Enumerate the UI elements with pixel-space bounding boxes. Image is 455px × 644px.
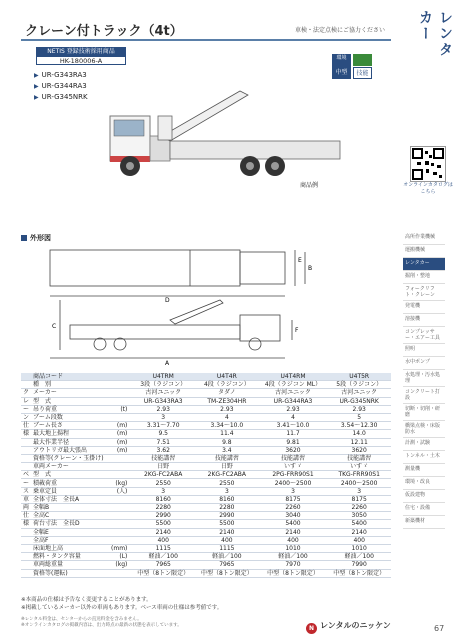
spec-cell: (m)	[109, 430, 131, 438]
header-note: 車検・法定点検にご協力ください	[294, 27, 385, 34]
spec-cell: 全幅B	[31, 504, 109, 512]
sidebar-item-active[interactable]: レンタカー	[403, 258, 445, 271]
spec-cell: ー	[23, 479, 30, 487]
spec-cell: U4T4RM	[259, 373, 328, 381]
spec-cell: 9.5	[131, 430, 195, 438]
spec-cell: 2260	[327, 504, 391, 512]
spec-cell: 7990	[327, 561, 391, 569]
spec-row	[21, 389, 391, 397]
spec-cell	[109, 454, 131, 462]
spec-cell: 様	[23, 430, 30, 438]
spec-cell: 中型（8トン限定）	[259, 569, 328, 577]
spec-cell	[21, 454, 31, 462]
spec-cell: 9.8	[195, 438, 259, 446]
spec-cell	[21, 553, 31, 561]
spec-row	[21, 553, 391, 561]
spec-cell: 1010	[259, 544, 328, 552]
sidebar-item[interactable]: 掘削・整地	[403, 271, 445, 284]
spec-cell: 車両総重量	[31, 561, 109, 569]
spec-cell: UR-G344RA3	[259, 397, 328, 405]
spec-cell	[109, 569, 131, 577]
spec-cell: 5段（ラジコン）	[327, 381, 391, 389]
footer-notes	[21, 617, 182, 629]
spec-cell: 資格等(運転)	[31, 569, 109, 577]
spec-cell: 9.81	[259, 438, 328, 446]
spec-cell: 技能講習	[131, 454, 195, 462]
spec-cell: (m)	[109, 422, 131, 430]
spec-cell: U4TRM	[131, 373, 195, 381]
spec-cell: 1115	[195, 544, 259, 552]
spec-row	[21, 471, 391, 479]
spec-cell: 2140	[327, 528, 391, 536]
spec-cell: 5500	[131, 520, 195, 528]
spec-cell: 軽油／100	[195, 553, 259, 561]
spec-cell: 最大地上揚程	[31, 430, 109, 438]
spec-cell: 様	[23, 520, 30, 528]
spec-cell: 中型（8トン限定）	[195, 569, 259, 577]
spec-cell: 軽油／100	[131, 553, 195, 561]
spec-cell: 2.93	[131, 405, 195, 413]
spec-cell: 両	[23, 504, 30, 512]
sidebar-item[interactable]: 発電機	[403, 301, 445, 314]
spec-cell: 2140	[259, 528, 328, 536]
spec-cell: (kg)	[109, 479, 131, 487]
spec-row	[21, 528, 391, 536]
badge-environment: 環境	[332, 54, 351, 76]
spec-cell	[21, 373, 31, 381]
spec-cell: タダノ	[195, 389, 259, 397]
spec-cell: 2PG-FRR90S1	[259, 471, 328, 479]
spec-cell: 2550	[131, 479, 195, 487]
spec-cell: いすゞ	[327, 463, 391, 471]
spec-cell: 乗車定員	[31, 487, 109, 495]
spec-cell: 7.51	[131, 438, 195, 446]
spec-cell	[109, 471, 131, 479]
spec-cell: UR-G343RA3	[131, 397, 195, 405]
sidebar-item[interactable]: 切断・切削・研磨	[403, 404, 445, 421]
spec-cell: ー	[23, 405, 30, 413]
spec-cell: 車両メーカー	[31, 463, 109, 471]
sidebar-item[interactable]: 住宅・設備	[403, 503, 445, 516]
spec-cell: 全体寸法 全長A	[31, 495, 109, 503]
spec-cell: 1115	[131, 544, 195, 552]
spec-cell	[109, 397, 131, 405]
spec-row	[21, 397, 391, 405]
spec-cell: 3.34〜10.0	[195, 422, 259, 430]
spec-cell: メーカー	[31, 389, 109, 397]
spec-cell: 8160	[195, 495, 259, 503]
sidebar-item[interactable]: 溶接機	[403, 314, 445, 327]
spec-cell: ブーム段数	[31, 413, 109, 421]
sidebar-item[interactable]: 計測・試験	[403, 438, 445, 451]
spec-cell: 日野	[131, 463, 195, 471]
spec-cell	[21, 536, 31, 544]
spec-row	[21, 479, 391, 487]
spec-cell: 400	[131, 536, 195, 544]
sidebar-item[interactable]: 照明	[403, 344, 445, 357]
spec-cell	[109, 520, 131, 528]
spec-cell: いすゞ	[259, 463, 328, 471]
sidebar-item[interactable]: 測量機	[403, 464, 445, 477]
qr-note: オンラインカタログはこちら	[403, 182, 453, 195]
drawing-label: E	[298, 257, 302, 264]
footer-line: ※レンタル料金は、センターからの直送料金を含みません。	[21, 617, 142, 622]
spec-cell: 5	[327, 413, 391, 421]
spec-cell: 400	[327, 536, 391, 544]
note-line: ※本商品の仕様は予告なく変更することがあります。	[21, 597, 152, 603]
sidebar-item[interactable]: トンネル・土木	[403, 451, 445, 464]
spec-cell	[109, 512, 131, 520]
spec-cell: 12.11	[327, 438, 391, 446]
spec-cell: 技能講習	[259, 454, 328, 462]
page-header	[21, 19, 391, 41]
drawing-label: A	[165, 360, 170, 367]
spec-cell: 8160	[131, 495, 195, 503]
sidebar-item[interactable]: 運搬機械	[403, 245, 445, 258]
sidebar-item[interactable]: 水中ポンプ	[403, 357, 445, 370]
spec-cell: 全幅E	[31, 528, 109, 536]
spec-cell: 3.4	[195, 446, 259, 454]
spec-cell: 4	[259, 413, 328, 421]
triangle-icon: ▶	[34, 83, 39, 90]
spec-cell: (kg)	[109, 561, 131, 569]
spec-cell	[109, 536, 131, 544]
badge-skill: 技能	[353, 67, 372, 79]
model-item: ▶ UR-G344RA3	[34, 82, 87, 90]
spec-row	[21, 512, 391, 520]
spec-row	[21, 569, 391, 577]
spec-cell	[109, 373, 131, 381]
drawing-label: C	[52, 323, 57, 330]
spec-cell: 日野	[195, 463, 259, 471]
spec-row	[21, 520, 391, 528]
spec-cell: (人)	[109, 487, 131, 495]
spec-row	[21, 454, 391, 462]
square-icon	[21, 235, 27, 241]
spec-cell: 古河ユニック	[327, 389, 391, 397]
outline-drawing	[30, 240, 370, 368]
spec-cell: 技能講習	[327, 454, 391, 462]
spec-cell: 2400〜2500	[327, 479, 391, 487]
sidebar-item[interactable]: 環境・改良	[403, 477, 445, 490]
spec-row	[21, 405, 391, 413]
spec-cell: 3	[131, 487, 195, 495]
model-list	[34, 70, 88, 103]
sidebar-item[interactable]: 仮設建物	[403, 490, 445, 503]
spec-row	[21, 561, 391, 569]
spec-cell: 2140	[131, 528, 195, 536]
spec-cell: 古河ユニック	[259, 389, 328, 397]
spec-cell: 7965	[131, 561, 195, 569]
sidebar-item[interactable]: 水処理・汚水処理	[403, 370, 445, 387]
qr-code[interactable]	[410, 146, 446, 182]
spec-cell: 3.62	[131, 446, 195, 454]
notes	[21, 596, 222, 612]
sidebar-item[interactable]: コンクリート打設	[403, 387, 445, 404]
spec-cell: 3	[195, 487, 259, 495]
spec-cell: 8175	[327, 495, 391, 503]
spec-cell: 5400	[327, 520, 391, 528]
spec-cell: 3040	[259, 512, 328, 520]
spec-cell: 荷台寸法 全長D	[31, 520, 109, 528]
spec-cell: 型 式	[31, 471, 109, 479]
spec-cell: 4段（ラジコン ML）	[259, 381, 328, 389]
spec-cell: 11.7	[259, 430, 328, 438]
spec-cell: 車	[23, 495, 30, 503]
spec-cell: ク	[23, 389, 30, 397]
spec-cell: 2140	[195, 528, 259, 536]
spec-row	[21, 413, 391, 421]
spec-cell: 3	[131, 413, 195, 421]
spec-cell: 3	[259, 487, 328, 495]
spec-cell	[21, 544, 31, 552]
spec-cell: 2.93	[259, 405, 328, 413]
sidebar-item[interactable]: 橋梁点検・床版防水	[403, 421, 445, 438]
spec-cell: 2400〜2500	[259, 479, 328, 487]
category-sidebar	[403, 232, 445, 529]
spec-row	[21, 430, 391, 438]
spec-cell: ベ	[23, 471, 30, 479]
spec-cell: 3段（ラジコン）	[131, 381, 195, 389]
spec-cell: 仕	[23, 512, 30, 520]
spec-cell: (m)	[109, 446, 131, 454]
spec-cell	[109, 504, 131, 512]
spec-cell: (t)	[109, 405, 131, 413]
spec-cell: アウトリガ最大張出	[31, 446, 109, 454]
spec-row	[21, 495, 391, 503]
spec-cell: 中型（8トン限定）	[327, 569, 391, 577]
company-logo: N レンタルのニッケン	[306, 620, 391, 634]
page-title: クレーン付トラック（4t）	[25, 24, 183, 39]
section-tab	[403, 10, 453, 58]
spec-cell: 2990	[195, 512, 259, 520]
spec-cell: 3620	[259, 446, 328, 454]
model-item: ▶ UR-G345NRK	[34, 93, 88, 101]
triangle-icon: ▶	[34, 72, 39, 79]
spec-cell: TM-ZE304HR	[195, 397, 259, 405]
page-number: 67	[434, 624, 445, 633]
spec-cell: 床面地上高	[31, 544, 109, 552]
spec-cell: 3.54〜12.30	[327, 422, 391, 430]
spec-cell: 2.93	[195, 405, 259, 413]
spec-cell: UR-G345NRK	[327, 397, 391, 405]
netis-label: NETIS 登録技術採用商品	[36, 47, 126, 56]
spec-cell: 全高F	[31, 536, 109, 544]
drawing-label: F	[295, 327, 299, 334]
spec-cell: 400	[259, 536, 328, 544]
spec-row	[21, 381, 391, 389]
sidebar-item[interactable]: フォークリフト・クレーン	[403, 284, 445, 301]
spec-row	[21, 438, 391, 446]
spec-cell: 3620	[327, 446, 391, 454]
spec-row	[21, 446, 391, 454]
spec-row	[21, 463, 391, 471]
spec-cell: (mm)	[109, 544, 131, 552]
spec-cell: 4	[195, 413, 259, 421]
spec-cell: 7970	[259, 561, 328, 569]
logo-mark-icon: N	[306, 623, 317, 634]
spec-cell: 仕	[23, 422, 30, 430]
spec-cell: 積載荷重	[31, 479, 109, 487]
spec-cell: 2.93	[327, 405, 391, 413]
spec-cell: 燃料・タンク容量	[31, 553, 109, 561]
spec-cell: 種 別	[31, 381, 109, 389]
spec-cell: 5500	[195, 520, 259, 528]
spec-cell: 14.0	[327, 430, 391, 438]
spec-row	[21, 504, 391, 512]
spec-cell: 型 式	[31, 397, 109, 405]
spec-cell: 2KG-FC2ABA	[131, 471, 195, 479]
spec-table	[21, 373, 391, 578]
sidebar-item[interactable]: コンプレッサー・エアー工具	[403, 327, 445, 344]
drawing-title: 外形図	[21, 233, 51, 243]
spec-cell: レ	[23, 397, 30, 405]
spec-cell: 2550	[195, 479, 259, 487]
spec-cell: 中型（8トン限定）	[131, 569, 195, 577]
spec-cell: 技能講習	[195, 454, 259, 462]
image-caption: 商品例	[300, 182, 319, 189]
triangle-icon: ▶	[34, 94, 39, 101]
footer-line: ※オンラインカタログの掲載内容は、出力時点の最新の状態を表示しています。	[21, 623, 182, 628]
spec-cell: 2280	[195, 504, 259, 512]
spec-cell: U4T5R	[327, 373, 391, 381]
spec-cell: 吊り荷重	[31, 405, 109, 413]
spec-cell	[109, 381, 131, 389]
spec-cell: 2280	[131, 504, 195, 512]
spec-cell: 3050	[327, 512, 391, 520]
spec-cell	[21, 561, 31, 569]
spec-cell: 古河ユニック	[131, 389, 195, 397]
spec-row	[21, 536, 391, 544]
spec-cell: (L)	[109, 553, 131, 561]
spec-cell	[109, 528, 131, 536]
spec-cell: ブーム長さ	[31, 422, 109, 430]
spec-cell: 最大作業半径	[31, 438, 109, 446]
model-item: ▶ UR-G343RA3	[34, 71, 87, 79]
spec-cell	[21, 569, 31, 577]
spec-cell: 全高C	[31, 512, 109, 520]
spec-row	[21, 487, 391, 495]
truck-image	[100, 86, 350, 186]
badge-green	[353, 54, 372, 66]
spec-cell: 11.4	[195, 430, 259, 438]
spec-cell: 4段（ラジコン）	[195, 381, 259, 389]
spec-cell: 3.41〜10.0	[259, 422, 328, 430]
spec-cell	[21, 438, 31, 446]
spec-cell	[21, 381, 31, 389]
spec-cell	[109, 495, 131, 503]
spec-cell: 7965	[195, 561, 259, 569]
spec-cell: 軽油／100	[327, 553, 391, 561]
spec-cell: 1010	[327, 544, 391, 552]
spec-cell: U4T4R	[195, 373, 259, 381]
spec-cell: 3.31〜7.70	[131, 422, 195, 430]
spec-cell: 商品コード	[31, 373, 109, 381]
spec-cell: 5400	[259, 520, 328, 528]
spec-row	[21, 373, 391, 381]
spec-cell: (m)	[109, 438, 131, 446]
spec-row	[21, 544, 391, 552]
sidebar-item[interactable]: 新築機材	[403, 516, 445, 529]
netis-code: HK-180006-A	[36, 56, 126, 65]
spec-cell	[21, 446, 31, 454]
spec-cell: TKG-FRR90S1	[327, 471, 391, 479]
spec-cell: 3	[327, 487, 391, 495]
note-line: ※掲載しているメーカー以外の車両もあります。ベース車両の仕様は参考値です。	[21, 605, 223, 611]
section-title: レンタカー	[417, 10, 453, 58]
badge-medium: 中型	[332, 67, 351, 79]
spec-cell	[21, 463, 31, 471]
drawing-label: B	[308, 265, 313, 272]
spec-cell: 2260	[259, 504, 328, 512]
sidebar-item[interactable]: 高所作業機械	[403, 232, 445, 245]
spec-cell: 軽油／100	[259, 553, 328, 561]
spec-cell	[109, 389, 131, 397]
spec-cell: 400	[195, 536, 259, 544]
spec-cell	[109, 413, 131, 421]
spec-cell	[21, 528, 31, 536]
spec-cell: ス	[23, 487, 30, 495]
spec-cell: 2990	[131, 512, 195, 520]
spec-cell: 8175	[259, 495, 328, 503]
spec-cell: 資格等(クレーン・玉掛け)	[31, 454, 109, 462]
spec-cell	[109, 463, 131, 471]
spec-cell: 2KG-FC2ABA	[195, 471, 259, 479]
drawing-label: D	[165, 297, 170, 304]
spec-cell: ン	[23, 414, 30, 422]
spec-row	[21, 422, 391, 430]
